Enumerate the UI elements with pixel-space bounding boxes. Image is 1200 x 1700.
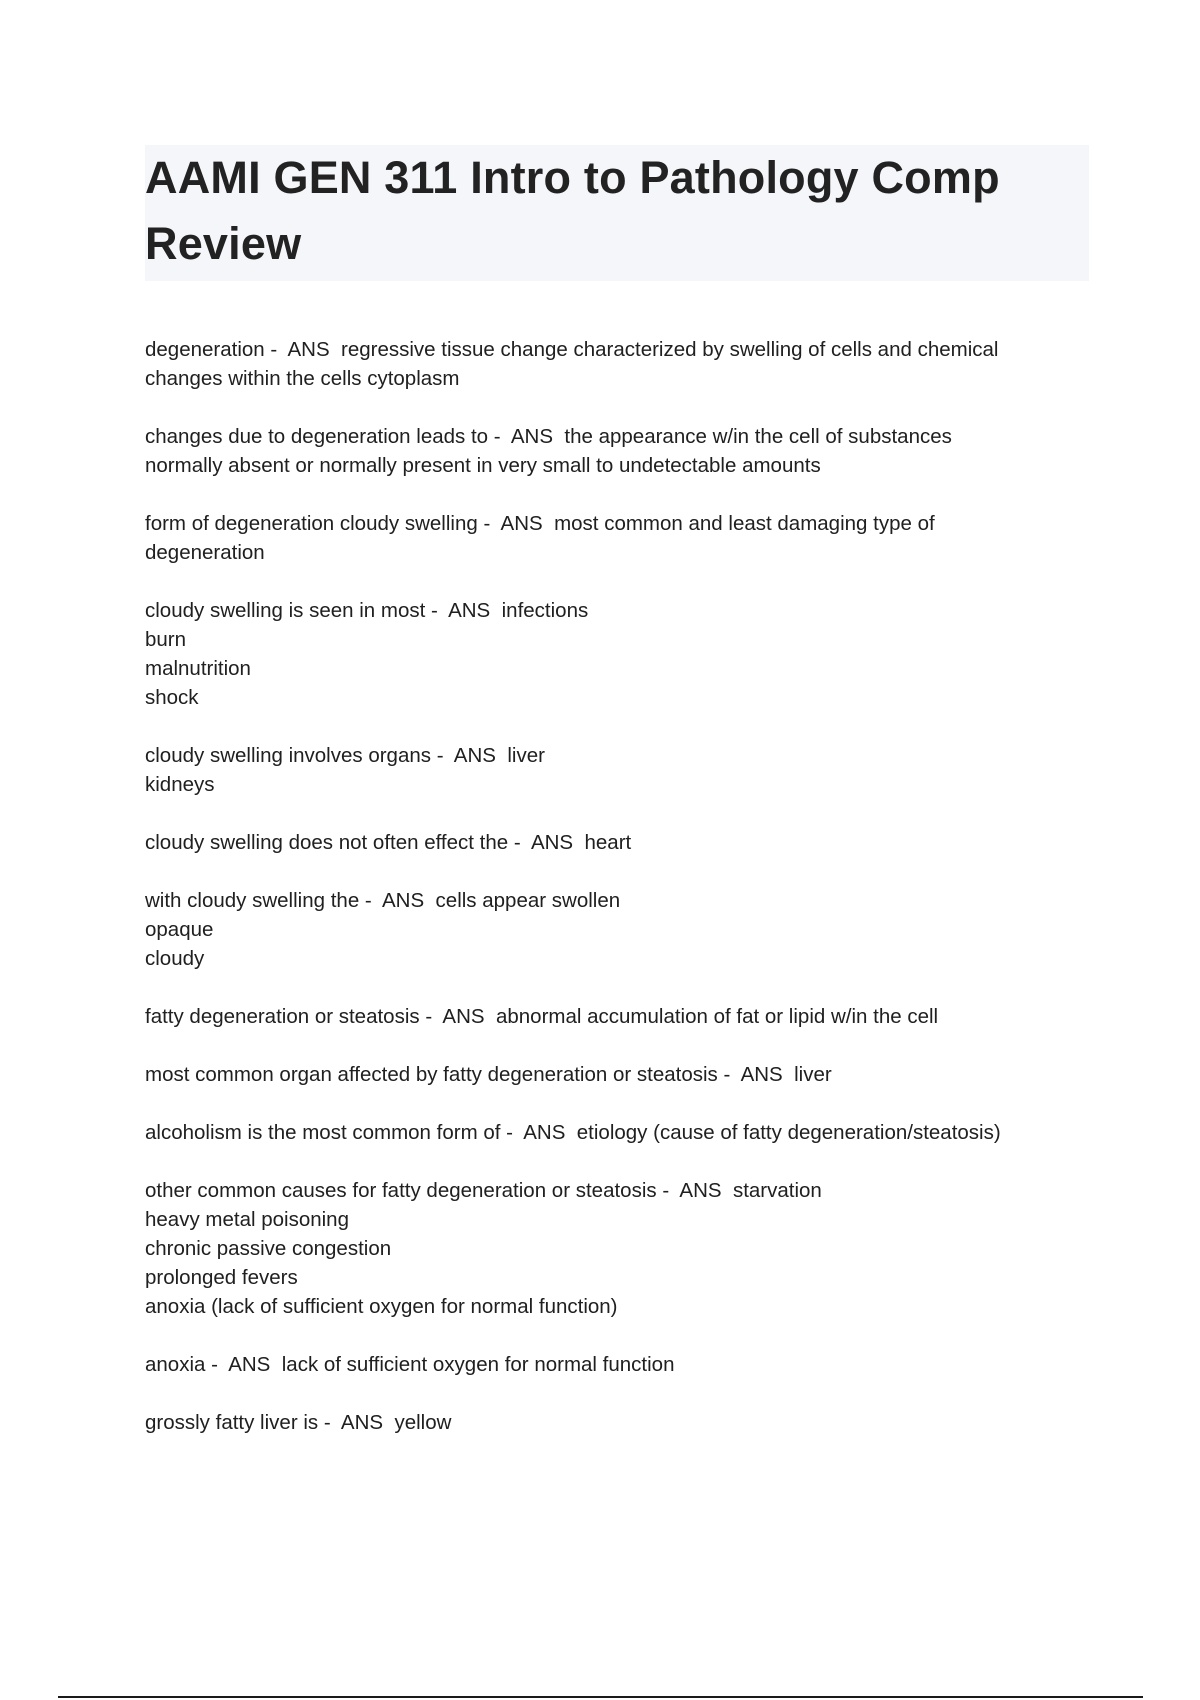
qa-list xyxy=(145,335,1105,1466)
qa-line: shock xyxy=(145,686,199,709)
qa-line: cloudy swelling is seen in most - ANS infections xyxy=(145,599,589,622)
qa-line: changes due to degeneration leads to - ANS the appearance w/in the cell of substances xyxy=(145,425,952,448)
qa-line: changes within the cells cytoplasm xyxy=(145,367,460,390)
qa-line: heavy metal poisoning xyxy=(145,1208,349,1231)
qa-line: opaque xyxy=(145,918,214,941)
qa-line: degeneration xyxy=(145,541,265,564)
qa-line: form of degeneration cloudy swelling - ANS most common and least damaging type of xyxy=(145,512,935,535)
qa-line: chronic passive congestion xyxy=(145,1237,392,1260)
qa-line: cloudy swelling involves organs - ANS liver xyxy=(145,744,545,767)
qa-entry xyxy=(145,1408,1105,1437)
qa-entry xyxy=(145,886,1105,973)
qa-entry xyxy=(145,741,1105,799)
qa-line: degeneration - ANS regressive tissue change characterized by swelling of cells and chemical xyxy=(145,338,999,361)
qa-line: grossly fatty liver is - ANS yellow xyxy=(145,1411,452,1434)
qa-line: malnutrition xyxy=(145,657,251,680)
qa-line: normally absent or normally present in very small to undetectable amounts xyxy=(145,454,821,477)
qa-entry xyxy=(145,1176,1105,1321)
footer-divider xyxy=(58,1696,1143,1698)
qa-line: anoxia - ANS lack of sufficient oxygen for normal function xyxy=(145,1353,675,1376)
qa-line: cloudy swelling does not often effect the - ANS heart xyxy=(145,831,632,854)
qa-line: burn xyxy=(145,628,187,651)
qa-line: other common causes for fatty degeneration or steatosis - ANS starvation xyxy=(145,1179,822,1202)
qa-line: most common organ affected by fatty degeneration or steatosis - ANS liver xyxy=(145,1063,832,1086)
qa-entry xyxy=(145,422,1105,480)
qa-line: kidneys xyxy=(145,773,215,796)
qa-entry xyxy=(145,828,1105,857)
qa-entry xyxy=(145,596,1105,712)
qa-line: fatty degeneration or steatosis - ANS abnormal accumulation of fat or lipid w/in the cell xyxy=(145,1005,939,1028)
qa-line: prolonged fevers xyxy=(145,1266,298,1289)
qa-line: cloudy xyxy=(145,947,205,970)
qa-entry xyxy=(145,335,1105,393)
qa-line: with cloudy swelling the - ANS cells appear swollen xyxy=(145,889,621,912)
title-banner xyxy=(145,145,1089,281)
page-title: AAMI GEN 311 Intro to Pathology Comp Review xyxy=(145,152,1000,269)
qa-entry xyxy=(145,1350,1105,1379)
qa-entry xyxy=(145,1002,1105,1031)
qa-entry xyxy=(145,509,1105,567)
qa-line: anoxia (lack of sufficient oxygen for normal function) xyxy=(145,1295,618,1318)
qa-line: alcoholism is the most common form of - ANS etiology (cause of fatty degeneration/steatosis) xyxy=(145,1121,1001,1144)
qa-entry xyxy=(145,1118,1105,1147)
qa-entry xyxy=(145,1060,1105,1089)
